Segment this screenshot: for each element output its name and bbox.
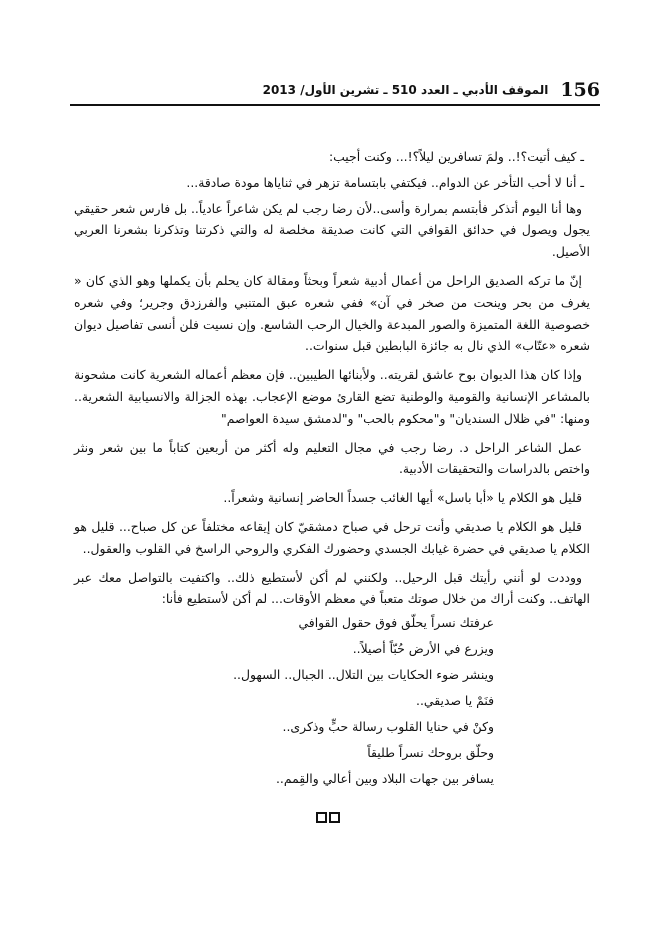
page-header bbox=[70, 78, 600, 102]
poem-line: فنَمْ يا صديقي.. bbox=[416, 693, 494, 709]
poem-line: وحلّق بروحك نسراً طليقاً bbox=[367, 745, 494, 761]
poem-line: وينشر ضوء الحكايات بين التلال.. الجبال.. السهول.. bbox=[233, 667, 494, 683]
page-number: 156 bbox=[560, 79, 600, 101]
paragraph: وإذا كان هذا الديوان بوح عاشق لقريته.. ولأبنائها الطيبين.. فإن معظم أعماله الشعرية كانت مشحونة بالمشاعر الإنسانية والقومية والوطنية تضع القارئ موضع الإعجاب. بهذه الجزالة والانسيابية الشعرية.. ومنها: "في ظلال السنديان" و"محكوم بالحب" و"لدمشق سيدة العواصم" bbox=[74, 367, 590, 426]
poem-line: وكنْ في حنايا القلوب رسالة حبٍّ وذكرى.. bbox=[282, 719, 494, 735]
square-icon bbox=[329, 812, 340, 823]
article-body bbox=[74, 146, 590, 792]
paragraph: قليل هو الكلام يا صديقي وأنت ترحل في صباح دمشقيّ كان إيقاعه مختلفاً عن كل صباح... قليل هو الكلام يا صديقي في حضرة غيابك الجسدي وحضورك الفكري والروحي الراسخ في القلوب والعقول.. bbox=[74, 518, 590, 556]
poem-line: عرفتك نسراً يحلّق فوق حقول القوافي bbox=[298, 615, 494, 631]
paragraph: إنّ ما تركه الصديق الراحل من أعمال أدبية شعراً وبحثاً ومقالة كان يحلم بأن يكملها وهو الذي كان « يغرف من بحر وينحت من صخر في آن» ففي شعره عبق المتنبي والفرزدق وجرير؛ وفي شعره خصوصية اللغة المتميزة والصور المبدعة والخيال الرحب الشاسع. وإن نسيت فلن أنسى تفاصيل ديوان شعره «عتّاب» الذي نال به جائزة البابطين قبل سنوات.. bbox=[74, 272, 590, 354]
journal-header-title: الموقف الأدبي ـ العدد 510 ـ تشرين الأول/ 2013 bbox=[262, 83, 549, 97]
paragraph: ـ أنا لا أحب التأخر عن الدوام.. فيكتفي بابتسامة تزهر في ثناياها مودة صادقة... bbox=[186, 174, 584, 190]
paragraph: عمل الشاعر الراحل د. رضا رجب في مجال التعليم وله أكثر من أربعين كتاباً ما بين شعر ونثر واختص بالدراسات والتحقيقات الأدبية. bbox=[74, 439, 590, 477]
poem-block bbox=[74, 610, 590, 792]
poem-line: ويزرع في الأرض حُبّاً أصيلاً.. bbox=[352, 641, 494, 657]
square-icon bbox=[316, 812, 327, 823]
end-of-article-mark bbox=[316, 812, 340, 823]
paragraph: قليل هو الكلام يا «أبا باسل» أيها الغائب جسداً الحاضر إنسانية وشعراً.. bbox=[223, 490, 582, 506]
paragraph: ـ كيف أتيت؟!.. ولمَ تسافرين ليلاً؟!... وكنت أجيب: bbox=[328, 149, 584, 164]
paragraph: وها أنا اليوم أتذكر فأبتسم بمرارة وأسى..لأن رضا رجب لم يكن شاعراً عادياً.. بل فارس شعر حقيقي يجول ويصول في حدائق القوافي التي كانت صديقة مخلصة له والتي ذكرتنا وتذكرنا بشعرنا العربي الأصيل. bbox=[74, 200, 590, 260]
paragraph: ووددت لو أنني رأيتك قبل الرحيل.. ولكنني لم أكن لأستطيع ذلك.. واكتفيت بالتواصل معك عبر الهاتف.. وكنت أراك من خلال صوتك متعباً في معظم الأوقات... لم أكن لأستطيع فأنا: bbox=[74, 569, 590, 607]
poem-line: يسافر بين جهات البلاد وبين أعالي والقِمم.. bbox=[275, 771, 494, 787]
header-rule bbox=[70, 104, 600, 106]
